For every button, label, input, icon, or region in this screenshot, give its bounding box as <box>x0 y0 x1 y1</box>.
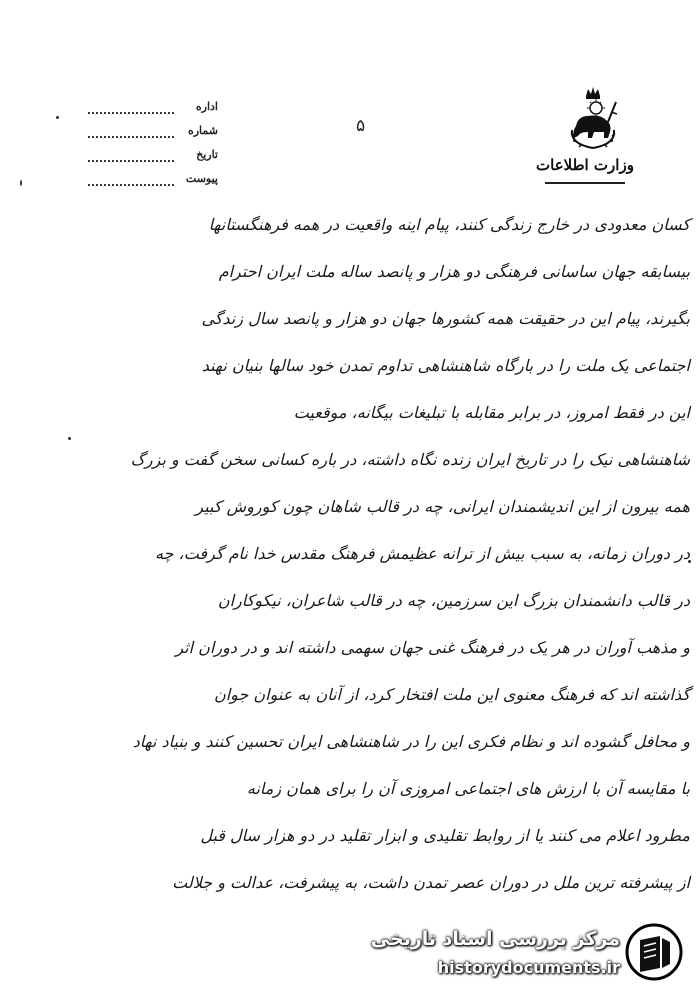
body-line: و محافل گشوده اند و نظام فکری این را در شاهنشاهی ایران تحسین کنند و بنیاد نهاد <box>132 732 690 751</box>
field-attachment-blank <box>88 184 174 186</box>
field-date-blank <box>88 160 174 162</box>
body-line: کسان معدودی در خارج زندگی کنند، پیام اینه واقعیت در همه فرهنگستانها <box>208 215 690 234</box>
body-line: با مقایسه آن با ارزش های اجتماعی امروزی آن را برای همان زمانه <box>246 779 690 798</box>
lion-and-sun-emblem-icon <box>566 86 620 152</box>
ministry-underline <box>545 182 625 184</box>
page-number: ۵ <box>356 116 366 136</box>
body-line: در دوران زمانه، به سبب بیش از ترانه عظیمش فرهنگ مقدس خدا نام گرفت، چه <box>155 544 690 563</box>
field-label: شماره <box>187 124 218 137</box>
body-line: و مذهب آوران در هر یک در فرهنگ غنی جهان سهمی داشته اند و در دوران اثر <box>175 638 690 657</box>
header-fields <box>88 100 218 196</box>
body-line: این در فقط امروز، در برابر مقابله با تبلیغات بیگانه، موقعیت <box>293 403 690 422</box>
body-line: شاهنشاهی نیک را در تاریخ ایران زنده نگاه داشته، در باره کسانی سخن گفت و بزرگ <box>130 450 690 469</box>
body-line: در قالب دانشمندان بزرگ این سرزمین، چه در قالب شاعران، نیکوکاران <box>217 591 690 610</box>
field-number-blank <box>88 136 174 138</box>
field-label: تاریخ <box>196 148 218 161</box>
body-line: گذاشته اند که فرهنگ معنوی این ملت افتخار کرد، از آنان به عنوان جوان <box>213 685 690 704</box>
handwritten-body <box>50 206 690 911</box>
field-number <box>88 124 218 148</box>
watermark <box>370 920 690 984</box>
ministry-name: وزارت اطلاعات <box>536 156 634 174</box>
scan-speck <box>56 116 59 119</box>
field-attachment <box>88 172 218 196</box>
watermark-title: مرکز بررسی اسناد تاریخی <box>370 928 620 950</box>
scan-speck <box>20 180 22 186</box>
field-date <box>88 148 218 172</box>
field-department <box>88 100 218 124</box>
field-label: پیوست <box>185 172 218 185</box>
archive-logo-icon <box>624 922 684 982</box>
field-label: اداره <box>195 100 218 113</box>
field-department-blank <box>88 112 174 114</box>
body-line: بگیرند، پیام این در حقیقت همه کشورها جهان دو هزار و پانصد سال زندگی <box>201 309 690 328</box>
body-line: همه بیرون از این اندیشمندان ایرانی، چه در قالب شاهان چون کوروش کبیر <box>195 497 690 516</box>
body-line: مطرود اعلام می کنند یا از روابط تقلیدی و ابزار تقلید در دو هزار سال قبل <box>200 826 690 845</box>
body-line: از پیشرفته ترین ملل در دوران عصر تمدن داشت، به پیشرفت، عدالت و جلالت <box>172 873 690 892</box>
body-line: بیسابقه جهان ساسانی فرهنگی دو هزار و پانصد ساله ملت ایران احترام <box>218 262 690 281</box>
watermark-url: historydocuments.ir <box>437 958 620 977</box>
body-line: اجتماعی یک ملت را در بارگاه شاهنشاهی تداوم تمدن خود سالها بنیان نهند <box>201 356 690 375</box>
